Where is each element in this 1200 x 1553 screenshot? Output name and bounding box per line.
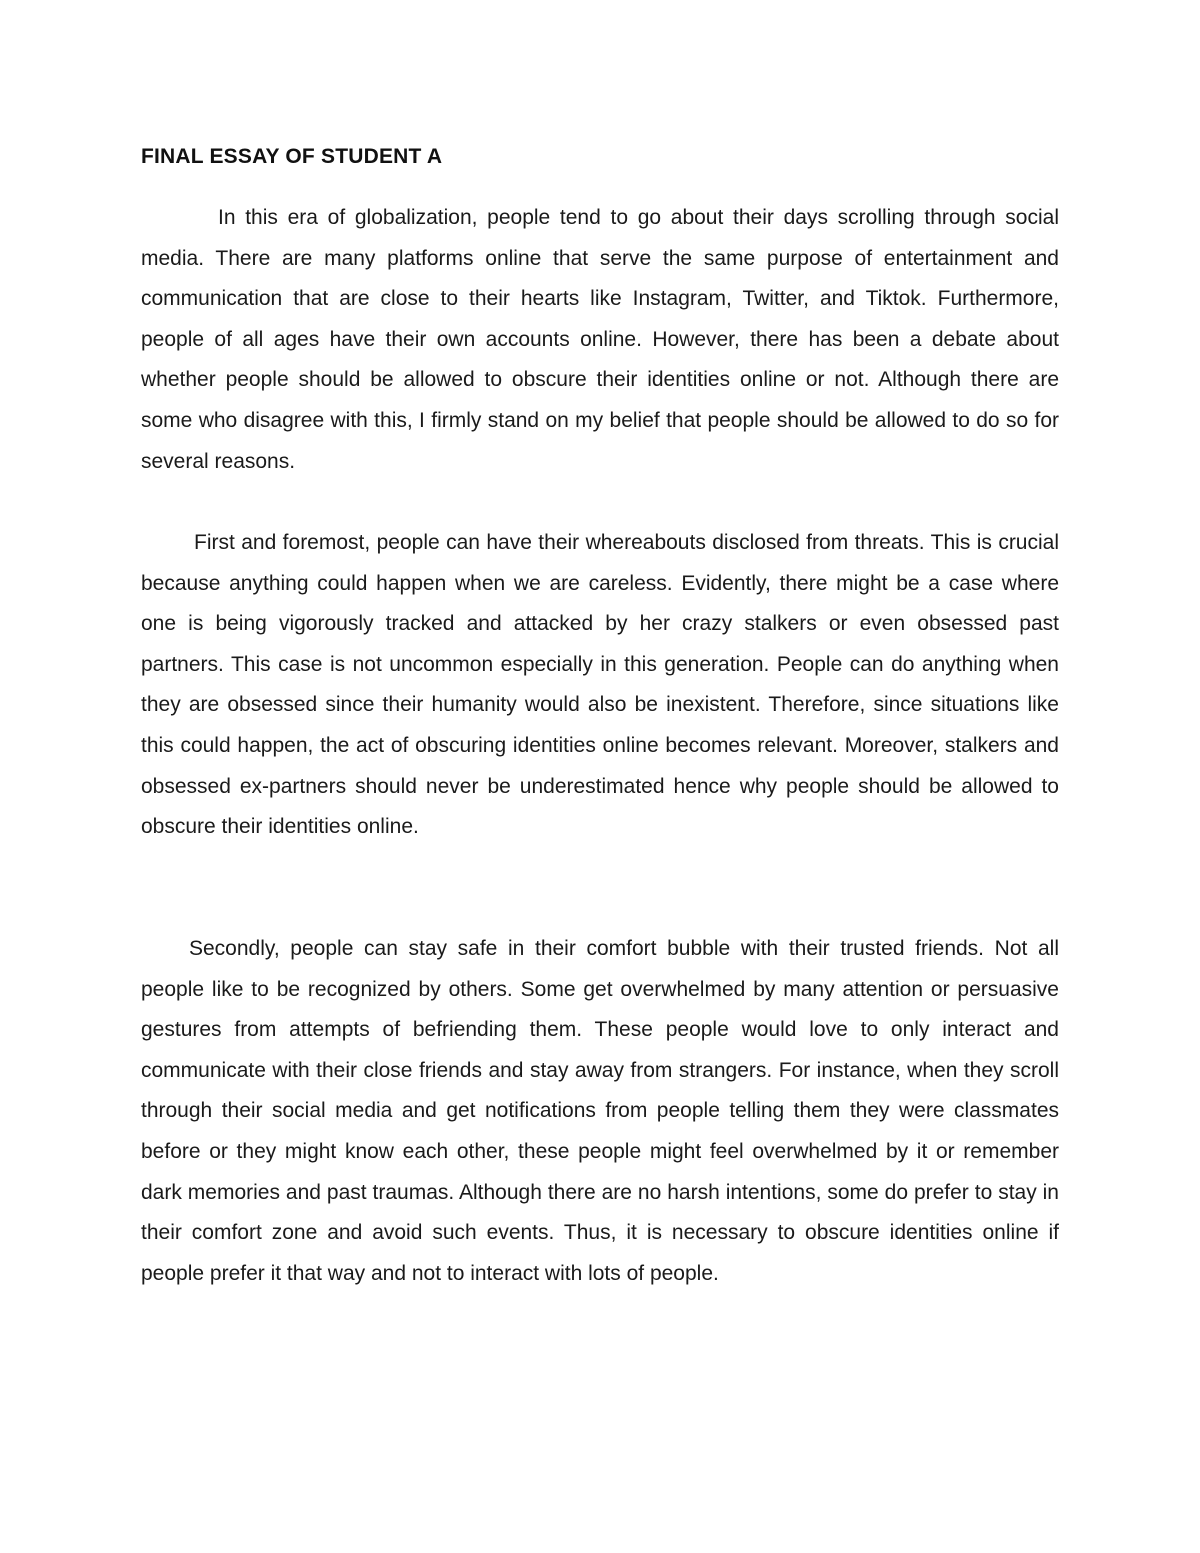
essay-paragraph-2-block <box>141 523 1059 848</box>
essay-paragraph-2: First and foremost, people can have their whereabouts disclosed from threats. This is crucial because anything could happen when we are careless. Evidently, there might be a case where one is being vigorously tracked and attacked by her crazy stalkers or even obsessed past partners. This case is not uncommon especially in this generation. People can do anything when they are obsessed since their humanity would also be inexistent. Therefore, since situations like this could happen, the act of obscuring identities online becomes relevant. Moreover, stalkers and obsessed ex-partners should never be underestimated hence why people should be allowed to obscure their identities online. <box>141 531 1059 839</box>
essay-paragraph-3: Secondly, people can stay safe in their comfort bubble with their trusted friends. Not all people like to be recognized by others. Some get overwhelmed by many attention or persuasive gestures from attempts of befriending them. These people would love to only interact and communicate with their close friends and stay away from strangers. For instance, when they scroll through their social media and get notifications from people telling them they were classmates before or they might know each other, these people might feel overwhelmed by it or remember dark memories and past traumas. Although there are no harsh intentions, some do prefer to stay in their comfort zone and avoid such events. Thus, it is necessary to obscure identities online if people prefer it that way and not to interact with lots of people. <box>141 937 1059 1285</box>
essay-paragraph-1-block <box>141 198 1059 482</box>
essay-paragraph-1: In this era of globalization, people tend to go about their days scrolling through social media. There are many platforms online that serve the same purpose of entertainment and communication that are close to their hearts like Instagram, Twitter, and Tiktok. Furthermore, people of all ages have their own accounts online. However, there has been a debate about whether people should be allowed to obscure their identities online or not. Although there are some who disagree with this, I firmly stand on my belief that people should be allowed to do so for several reasons. <box>141 206 1059 473</box>
essay-paragraph-3-block <box>141 929 1059 1294</box>
essay-title: FINAL ESSAY OF STUDENT A <box>141 145 443 168</box>
